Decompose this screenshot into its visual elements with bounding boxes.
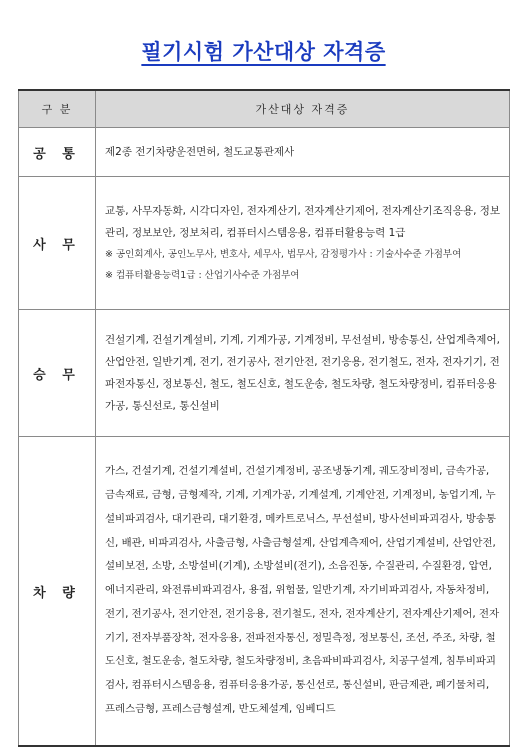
table-row-common xyxy=(19,128,510,177)
note-text: ※ 공인회계사, 공인노무사, 변호사, 세무사, 법무사, 감정평가사 : 기술사수준 가점부여 xyxy=(105,249,462,260)
row-certificates xyxy=(96,310,510,437)
note-text: ※ 컴퓨터활용능력1급 : 산업기사수준 가점부여 xyxy=(105,270,300,281)
certificate-list: 교통, 사무자동화, 시각디자인, 전자계산기, 전자계산기제어, 전자계산기조직응용, 정보관리, 정보보안, 정보처리, 컴퓨터시스템응용, 컴퓨터활용능력 1급 xyxy=(105,205,501,239)
table-row-office xyxy=(19,177,510,310)
row-category: 승 무 xyxy=(19,310,96,437)
table-row-vehicle xyxy=(19,437,510,747)
page-title: 필기시험 가산대상 자격증 xyxy=(141,40,386,64)
row-category: 공 통 xyxy=(19,128,96,177)
table-row-crew xyxy=(19,310,510,437)
table-header-row xyxy=(19,90,510,128)
certificate-list: 제2종 전기차량운전면허, 철도교통관제사 xyxy=(105,146,295,158)
row-category: 사 무 xyxy=(19,177,96,310)
row-certificates xyxy=(96,437,510,747)
certificate-list: 건설기계, 건설기계설비, 기계, 기계가공, 기계정비, 무선설비, 방송통신, 산업계측제어, 산업안전, 일반기계, 전기, 전기공사, 전기안전, 전기응용, 전기철도, 전자, 전자기기, 전파전자통신, 정보통신, 철도, 철도신호, 철도운송, 철도차량, 철도차량정비, 컴퓨터응용가공, 통신선로, 통신설비 xyxy=(105,334,500,412)
row-certificates xyxy=(96,128,510,177)
certificate-list: 가스, 건설기계, 건설기계설비, 건설기계정비, 공조냉동기계, 궤도장비정비, 금속가공, 금속재료, 금형, 금형제작, 기계, 기계가공, 기계설계, 기계안전, 기계정비, 농업기계, 누설비파괴검사, 대기관리, 대기환경, 메카트로닉스, 무선설비, 방사선비파괴검사, 방송통신, 배관, 비파괴검사, 사출금형, 사출금형설계, 산업계측제어, 산업기계설비, 산업안전, 설비보전, 소방, 소방설비(기계), 소방설비(전기), 소음진동, 수질관리, 수질환경, 압연, 에너지관리, 와전류비파괴검사, 용접, 위험물, 일반기계, 자기비파괴검사, 자동차정비, 전기, 전기공사, 전기안전, 전기응용, 전기철도, 전자, 전자계산기, 전자계산기제어, 전자기기, 전자부품장착, 전자응용, 전파전자통신, 정밀측정, 정보통신, 조선, 주조, 차량, 철도신호, 철도운송, 철도차량, 철도차량정비, 초음파비파괴검사, 치공구설계, 침투비파괴검사, 컴퓨터시스템응용, 컴퓨터응용가공, 통신선로, 통신설비, 판금제관, 폐기물처리, 프레스금형, 프레스금형설계, 반도체설계, 임베디드 xyxy=(105,465,500,716)
header-category: 구 분 xyxy=(19,90,96,128)
row-category: 차 량 xyxy=(19,437,96,747)
row-certificates xyxy=(96,177,510,310)
certificate-table xyxy=(18,89,510,747)
header-certificates: 가산대상 자격증 xyxy=(96,90,510,128)
